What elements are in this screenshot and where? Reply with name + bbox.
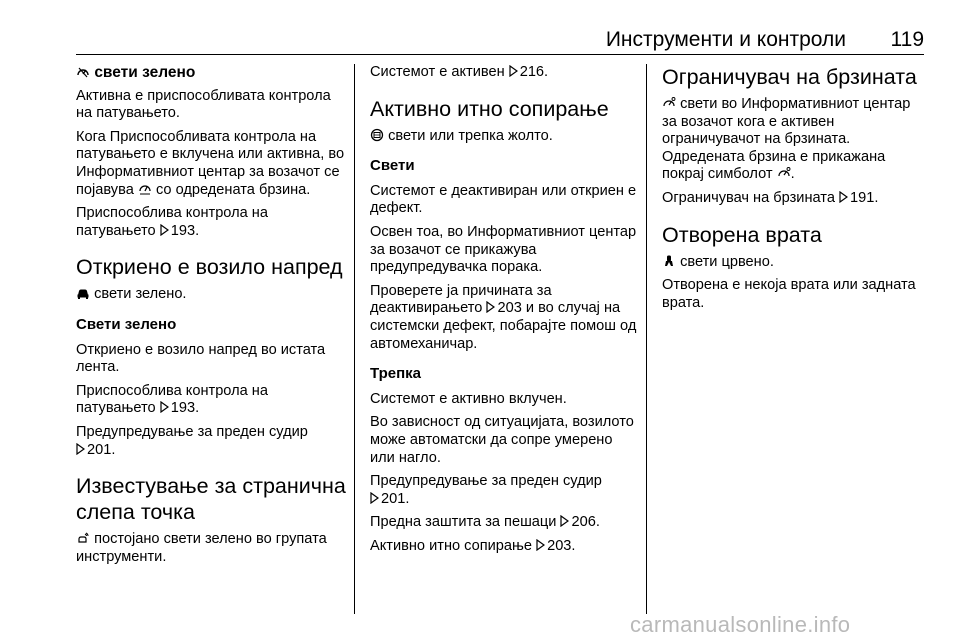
paragraph <box>662 190 924 208</box>
paragraph <box>370 514 638 532</box>
paragraph <box>76 129 346 199</box>
page-reference[interactable]: 203. <box>547 537 576 554</box>
paragraph-text: Ограничувач на брзината <box>662 189 835 206</box>
page-header <box>76 26 924 55</box>
speed-limiter-icon <box>662 96 676 110</box>
page-reference-icon <box>76 443 85 455</box>
column-divider <box>646 64 647 614</box>
paragraph-text: . <box>790 166 795 183</box>
page-reference-icon <box>509 65 518 77</box>
paragraph: Системот е активно вклучен. <box>370 390 567 407</box>
section-heading-speed-limiter: Ограничувач на брзината <box>662 65 917 89</box>
emergency-braking-icon <box>370 128 384 142</box>
paragraph: Освен тоа, во Информативниот центар за возачот се прикажува предупредувачка порака. <box>370 223 637 276</box>
paragraph-text: свети црвено. <box>680 253 774 270</box>
paragraph <box>370 283 638 353</box>
page-reference[interactable]: 216. <box>519 64 549 80</box>
paragraph-text: свети или трепка жолто. <box>388 127 553 144</box>
watermark: carmanualsonline.info <box>630 612 851 637</box>
section-heading-cruise <box>76 64 346 82</box>
paragraph-text: Приспособлива контрола на патувањето <box>76 205 268 239</box>
door-open-icon <box>662 254 676 268</box>
blind-spot-icon <box>76 531 90 545</box>
page-reference[interactable]: 193. <box>170 400 200 417</box>
paragraph: Отворена е некоја врата или задната врата. <box>662 277 916 311</box>
paragraph: Активна е приспособливата контрола на патувањето. <box>76 87 331 122</box>
paragraph-text: постојано свети зелено во групата инструменти. <box>76 531 327 565</box>
column-right <box>662 64 924 318</box>
paragraph-text: Предупредување за преден судир <box>76 423 308 440</box>
page-reference-icon <box>160 401 169 413</box>
subsection-heading: Свети <box>370 157 415 175</box>
paragraph <box>76 424 346 459</box>
paragraph: Откриено е возило напред во истата лента. <box>76 341 326 376</box>
column-divider <box>354 64 355 614</box>
page-reference-icon <box>486 301 495 313</box>
paragraph <box>370 538 638 556</box>
paragraph-text: свети во Информативниот центар за возачот кога е активен ограничувачот на брзината. Одредената брзина е прикажана покрај симболот <box>662 96 911 183</box>
section-heading-vehicle-ahead: Откриено е возило напред <box>76 255 343 280</box>
page-reference[interactable]: 193. <box>170 222 200 239</box>
page-reference-icon <box>536 539 545 551</box>
speedometer-icon <box>138 182 152 196</box>
paragraph <box>370 64 638 82</box>
page-reference[interactable]: 201. <box>381 490 410 507</box>
page-reference[interactable]: 203 и во случај на системски дефект, побарајте помош од автомеханичар. <box>370 300 637 352</box>
paragraph: Во зависност од ситуацијата, возилото може автоматски да сопре умерено или нагло. <box>370 414 634 466</box>
page-reference-icon <box>160 224 169 236</box>
page-title: Инструменти и контроли <box>605 28 846 51</box>
paragraph <box>76 383 346 418</box>
paragraph-text: Активно итно сопирање <box>370 537 533 554</box>
subsection-heading: Свети зелено <box>76 315 177 333</box>
page-reference-icon <box>370 492 379 504</box>
paragraph <box>76 205 346 240</box>
vehicle-ahead-icon <box>76 286 90 300</box>
paragraph <box>662 96 924 184</box>
column-left <box>76 64 346 572</box>
page-reference[interactable]: 206. <box>571 514 600 531</box>
paragraph-text: Проверете ја причината за деактивирањето <box>370 282 552 317</box>
page-reference[interactable]: 191. <box>850 189 879 206</box>
speed-limiter-icon <box>777 166 791 180</box>
paragraph <box>76 531 346 566</box>
page-reference-icon <box>560 515 569 527</box>
page-reference-icon <box>839 191 848 203</box>
paragraph: Системот е деактивиран или откриен е дефект. <box>370 182 637 217</box>
section-heading-blind-spot: Известување за странична слепа точка <box>76 474 346 525</box>
paragraph-text: Системот е активен <box>370 64 505 80</box>
paragraph <box>76 286 346 304</box>
page-number: 119 <box>890 28 924 51</box>
paragraph-text: Предна заштита за пешаци <box>370 514 557 531</box>
paragraph <box>370 473 638 508</box>
paragraph-text: свети зелено. <box>94 286 187 303</box>
paragraph <box>662 254 924 272</box>
paragraph-text: Приспособлива контрола на патувањето <box>76 382 268 417</box>
section-heading-text: свети зелено <box>94 64 196 81</box>
section-heading-door-open: Отворена врата <box>662 222 822 247</box>
subsection-heading: Трепка <box>370 365 422 383</box>
cruise-control-icon <box>76 65 90 79</box>
column-middle <box>370 64 638 561</box>
page-reference[interactable]: 201. <box>87 441 116 458</box>
paragraph-text: со одредената брзина. <box>155 181 311 198</box>
section-heading-emergency-braking: Активно итно сопирање <box>370 96 609 121</box>
paragraph <box>370 128 638 146</box>
paragraph-text: Предупредување за преден судир <box>370 473 602 490</box>
paragraph-text: Кога Приспособливата контрола на патувањето е вклучена или активна, во Информативниот центар за возачот се појавува <box>76 128 345 198</box>
